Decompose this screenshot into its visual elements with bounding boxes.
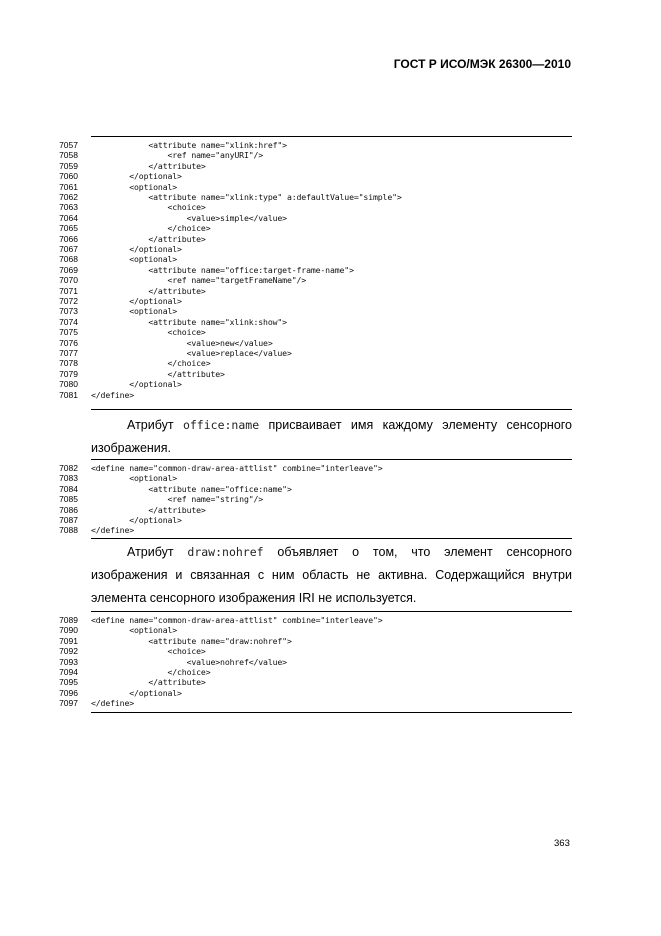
line-number: 7085 xyxy=(59,494,78,505)
code-text: <attribute name="xlink:show"> xyxy=(91,316,287,327)
code-text: </optional> xyxy=(91,379,182,390)
line-number: 7093 xyxy=(59,656,78,667)
code-text: <value>simple</value> xyxy=(91,212,287,223)
code-block-bottom-rule xyxy=(91,409,572,410)
code-text: </attribute> xyxy=(91,677,206,688)
code-text: </optional> xyxy=(91,687,182,698)
code-text: </attribute> xyxy=(91,285,206,296)
code-text: <choice> xyxy=(91,327,206,338)
paragraph-text: изображения. xyxy=(91,441,172,455)
code-text: </attribute> xyxy=(91,233,206,244)
line-number: 7084 xyxy=(59,483,78,494)
line-number: 7061 xyxy=(59,181,78,192)
code-text: </optional> xyxy=(91,244,182,254)
paragraph-word: Атрибут xyxy=(127,418,174,432)
code-block-bottom-rule xyxy=(91,538,572,539)
line-number: 7097 xyxy=(59,698,78,709)
code-text: <define name="common-draw-area-attlist" combine="interleave"> xyxy=(91,463,383,473)
line-number: 7060 xyxy=(59,171,78,182)
code-text: <choice> xyxy=(91,646,206,657)
line-number: 7065 xyxy=(59,223,78,234)
line-number: 7080 xyxy=(59,379,78,390)
line-number: 7087 xyxy=(59,515,78,525)
line-number: 7071 xyxy=(59,285,78,296)
code-text: <optional> xyxy=(91,181,178,192)
code-text: <attribute name="office:target-frame-name"> xyxy=(91,264,354,275)
line-number: 7059 xyxy=(59,160,78,171)
code-text: </optional> xyxy=(91,515,182,525)
line-number: 7067 xyxy=(59,244,78,254)
paragraph-draw-nohref xyxy=(91,541,572,610)
line-number: 7075 xyxy=(59,327,78,338)
line-number: 7090 xyxy=(59,625,78,636)
line-number: 7096 xyxy=(59,687,78,698)
code-text: </choice> xyxy=(91,223,211,234)
line-number: 7076 xyxy=(59,337,78,348)
line-number: 7079 xyxy=(59,368,78,379)
line-number: 7073 xyxy=(59,306,78,317)
line-number: 7081 xyxy=(59,389,78,400)
line-number: 7092 xyxy=(59,646,78,657)
attribute-name: draw:nohref xyxy=(187,545,264,559)
code-text: </choice> xyxy=(91,667,211,677)
code-text: <optional> xyxy=(91,625,178,636)
paragraph-office-name xyxy=(91,414,572,460)
paragraph-text: элемента сенсорного изображения IRI не используется. xyxy=(91,591,417,605)
line-number: 7077 xyxy=(59,348,78,358)
paragraph-text: объявляет о том, что элемент сенсорного xyxy=(277,545,572,559)
code-block-bottom-rule xyxy=(91,712,572,713)
code-text: </attribute> xyxy=(91,504,206,515)
line-number: 7070 xyxy=(59,275,78,286)
line-number: 7094 xyxy=(59,667,78,677)
line-number: 7064 xyxy=(59,212,78,223)
code-text: <define name="common-draw-area-attlist" combine="interleave"> xyxy=(91,615,383,625)
code-text: <optional> xyxy=(91,254,178,265)
code-text: <value>replace</value> xyxy=(91,348,292,358)
paragraph-text: изображения и связанная с ним область не активна. Содержащийся внутри xyxy=(91,568,572,582)
line-number: 7086 xyxy=(59,504,78,515)
line-number: 7083 xyxy=(59,473,78,484)
line-number: 7089 xyxy=(59,615,78,625)
code-text: <attribute name="draw:nohref"> xyxy=(91,635,292,646)
code-text: <value>nohref</value> xyxy=(91,656,287,667)
line-number: 7082 xyxy=(59,463,78,473)
code-text: <attribute name="xlink:type" a:defaultValue="simple"> xyxy=(91,192,402,202)
code-text: </attribute> xyxy=(91,160,206,171)
line-number: 7068 xyxy=(59,254,78,265)
code-block-top-rule xyxy=(91,136,572,137)
code-text: <ref name="targetFrameName"/> xyxy=(91,275,307,286)
code-text: </define> xyxy=(91,389,135,400)
document-header: ГОСТ Р ИСО/МЭК 26300—2010 xyxy=(393,57,571,71)
code-text: </define> xyxy=(91,525,135,536)
code-text: <optional> xyxy=(91,306,178,317)
line-number: 7091 xyxy=(59,635,78,646)
code-text: <value>new</value> xyxy=(91,337,273,348)
code-text: <optional> xyxy=(91,473,178,484)
line-number: 7095 xyxy=(59,677,78,688)
line-number: 7058 xyxy=(59,150,78,161)
paragraph-word: Атрибут xyxy=(127,545,174,559)
line-number: 7062 xyxy=(59,192,78,202)
code-block-top-rule xyxy=(91,459,572,460)
code-text: </attribute> xyxy=(91,368,225,379)
paragraph-text: присваивает имя каждому элементу сенсорного xyxy=(268,418,573,432)
code-text: <ref name="string"/> xyxy=(91,494,264,505)
code-text: <choice> xyxy=(91,202,206,213)
code-text: <attribute name="office:name"> xyxy=(91,483,292,494)
code-text: </optional> xyxy=(91,171,182,182)
line-number: 7066 xyxy=(59,233,78,244)
code-text: </define> xyxy=(91,698,135,709)
code-text: <ref name="anyURI"/> xyxy=(91,150,264,161)
code-block-top-rule xyxy=(91,611,572,612)
code-text: </optional> xyxy=(91,296,182,306)
line-number: 7072 xyxy=(59,296,78,306)
code-text: <attribute name="xlink:href"> xyxy=(91,140,287,150)
line-number: 7057 xyxy=(59,140,78,150)
line-number: 7078 xyxy=(59,358,78,369)
line-number: 7074 xyxy=(59,316,78,327)
line-number: 7063 xyxy=(59,202,78,213)
line-number: 7088 xyxy=(59,525,78,536)
line-number: 7069 xyxy=(59,264,78,275)
attribute-name: office:name xyxy=(182,418,260,432)
page-number: 363 xyxy=(554,838,570,849)
code-text: </choice> xyxy=(91,358,211,369)
